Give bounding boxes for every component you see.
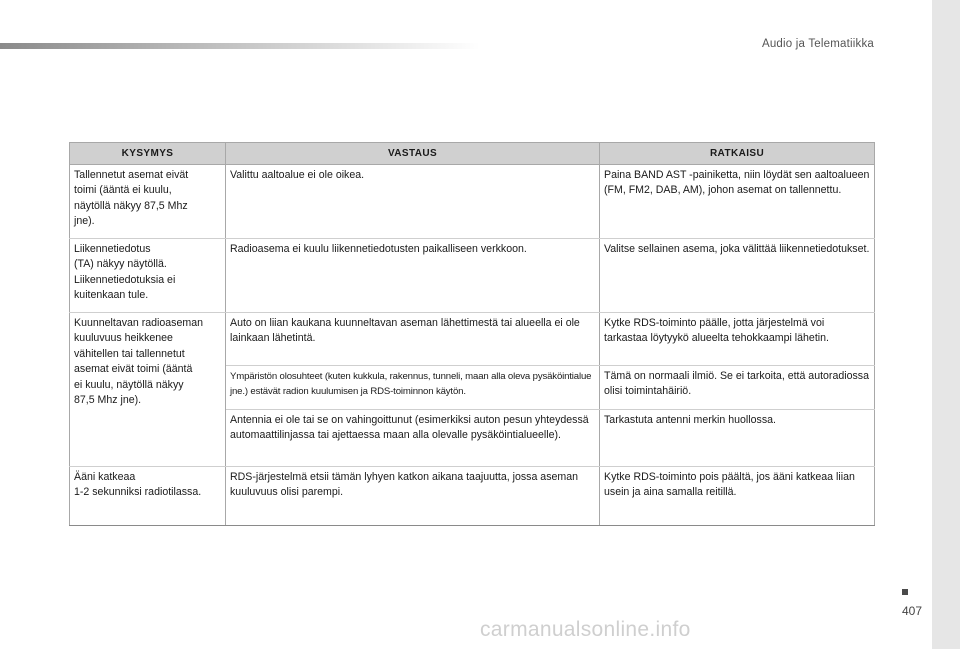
table-row <box>70 313 875 366</box>
header-gradient-band <box>0 43 480 49</box>
question-cell: Liikennetiedotus (TA) näkyy näytöllä. Liikennetiedotuksia ei kuitenkaan tule. <box>70 239 226 313</box>
answer-cell: Radioasema ei kuulu liikennetiedotusten paikalliseen verkkoon. <box>226 239 600 313</box>
column-header-answer: VASTAUS <box>226 143 600 165</box>
question-cell: Kuunneltavan radioaseman kuuluvuus heikkenee vähitellen tai tallennetut asemat eivät toimi (ääntä ei kuulu, näytöllä näkyy 87,5 Mhz jne). <box>70 313 226 467</box>
solution-cell: Valitse sellainen asema, joka välittää liikennetiedotukset. <box>600 239 875 313</box>
table-row <box>70 239 875 313</box>
answer-cell: Antennia ei ole tai se on vahingoittunut (esimerkiksi auton pesun yhteydessä automaattilinjassa tai ajettaessa maan alla olevalle pysäköintialueelle). <box>226 410 600 467</box>
question-cell: Ääni katkeaa 1-2 sekunniksi radiotilassa. <box>70 467 226 526</box>
answer-cell: Auto on liian kaukana kuunneltavan aseman lähettimestä tai alueella ei ole lainkaan lähetintä. <box>226 313 600 366</box>
column-header-solution: RATKAISU <box>600 143 875 165</box>
table-header-row <box>70 143 875 165</box>
page-edge-bar <box>932 0 960 649</box>
watermark: carmanualsonline.info <box>480 618 691 641</box>
section-title: Audio ja Telematiikka <box>761 38 874 50</box>
solution-cell: Tarkastuta antenni merkin huollossa. <box>600 410 875 467</box>
answer-cell: Ympäristön olosuhteet (kuten kukkula, rakennus, tunneli, maan alla oleva pysäköintialue jne.) estävät radion kuulumisen ja RDS-toiminnon käytön. <box>226 366 600 410</box>
page-number: 407 <box>902 604 923 618</box>
answer-cell: Valittu aaltoalue ei ole oikea. <box>226 165 600 239</box>
solution-cell: Kytke RDS-toiminto päälle, jotta järjestelmä voi tarkastaa löytyykö alueelta tehokkaampi lähetin. <box>600 313 875 366</box>
page-marker-square <box>902 589 908 595</box>
column-header-question: KYSYMYS <box>70 143 226 165</box>
solution-cell: Tämä on normaali ilmiö. Se ei tarkoita, että autoradiossa olisi toimintahäiriö. <box>600 366 875 410</box>
question-cell: Tallennetut asemat eivät toimi (ääntä ei kuulu, näytöllä näkyy 87,5 Mhz jne). <box>70 165 226 239</box>
troubleshooting-table <box>69 142 875 526</box>
table-row <box>70 165 875 239</box>
table-row <box>70 467 875 526</box>
answer-cell: RDS-järjestelmä etsii tämän lyhyen katkon aikana taajuutta, jossa aseman kuuluvuus olisi parempi. <box>226 467 600 526</box>
solution-cell: Paina BAND AST -painiketta, niin löydät sen aaltoalueen (FM, FM2, DAB, AM), johon asemat on tallennettu. <box>600 165 875 239</box>
solution-cell: Kytke RDS-toiminto pois päältä, jos ääni katkeaa liian usein ja aina samalla reitillä. <box>600 467 875 526</box>
